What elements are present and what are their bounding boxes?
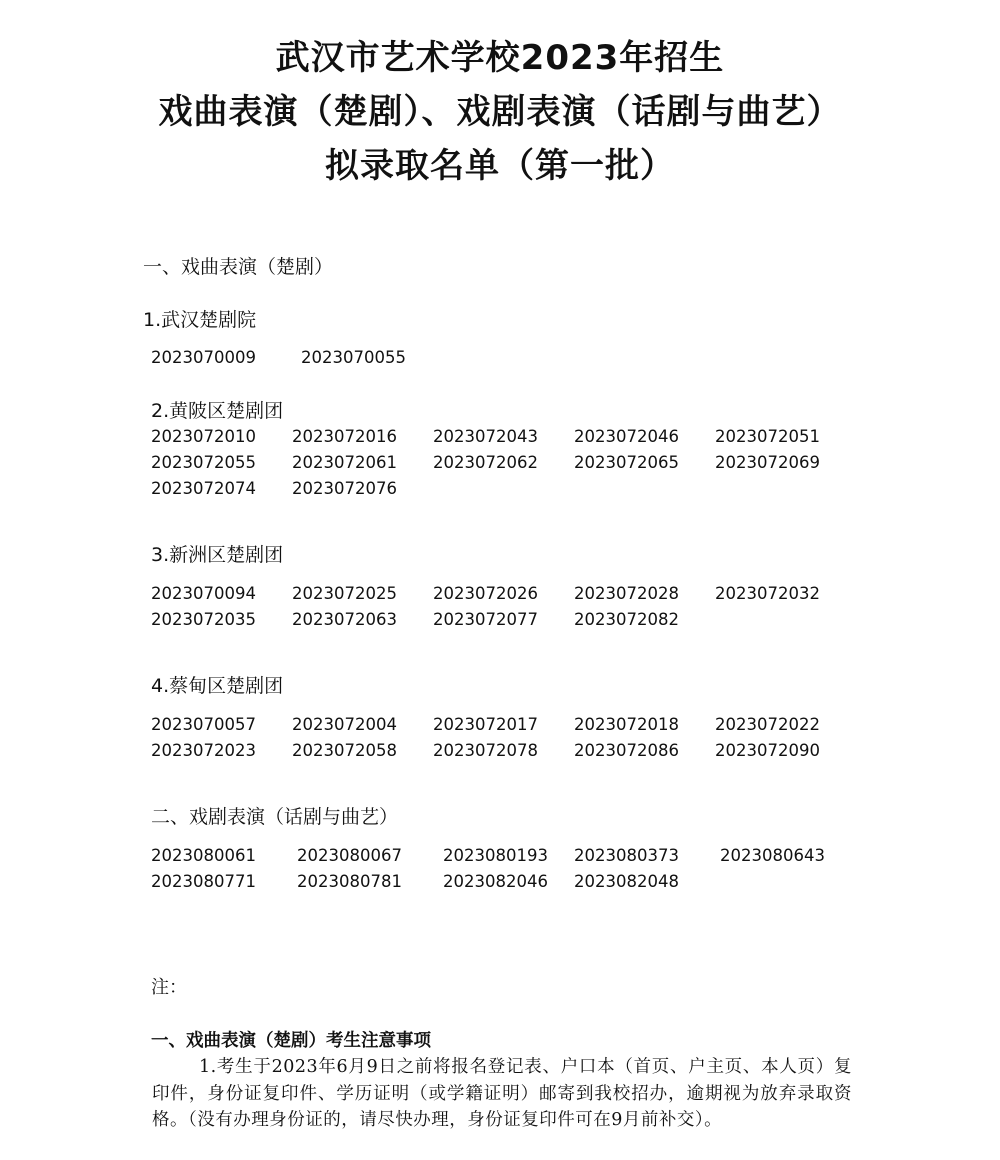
- admission-id: 2023072077: [433, 610, 538, 629]
- admission-id: 2023072062: [433, 453, 538, 472]
- admission-id: 2023072051: [715, 427, 820, 446]
- admission-id: 2023080771: [151, 872, 256, 891]
- admission-id: 2023080643: [720, 846, 825, 865]
- notes-paragraph: 1.考生于2023年6月9日之前将报名登记表、户口本（首页、户主页、本人页）复印件，身份证复印件、学历证明（或学籍证明）邮寄到我校招办，逾期视为放弃录取资格。（没有办理身份证的，请尽快办理，身份证复印件可在9月前补交）。: [152, 1057, 852, 1130]
- admission-id: 2023080067: [297, 846, 402, 865]
- admission-id: 2023082048: [574, 872, 679, 891]
- admission-id: 2023072023: [151, 741, 256, 760]
- admission-id: 2023072010: [151, 427, 256, 446]
- admission-id: 2023072069: [715, 453, 820, 472]
- admission-id: 2023080373: [574, 846, 679, 865]
- admission-id: 2023080061: [151, 846, 256, 865]
- admission-id: 2023072055: [151, 453, 256, 472]
- notes-label: 注：: [151, 977, 187, 998]
- admission-id: 2023070094: [151, 584, 256, 603]
- admission-id: 2023072016: [292, 427, 397, 446]
- admission-id: 2023072061: [292, 453, 397, 472]
- section-1-heading: 一、戏曲表演（楚剧）: [143, 256, 334, 278]
- admission-id: 2023072074: [151, 479, 256, 498]
- admission-id: 2023072086: [574, 741, 679, 760]
- title-line-2: 戏曲表演（楚剧）、戏剧表演（话剧与曲艺）: [158, 92, 842, 132]
- group-3-heading: 3.新洲区楚剧团: [151, 544, 284, 566]
- admission-id: 2023080193: [443, 846, 548, 865]
- admission-id: 2023072046: [574, 427, 679, 446]
- admission-id: 2023070057: [151, 715, 256, 734]
- admission-id: 2023072035: [151, 610, 256, 629]
- group-4-heading: 4.蔡甸区楚剧团: [151, 675, 284, 697]
- admission-id: 2023072065: [574, 453, 679, 472]
- admission-id: 2023072018: [574, 715, 679, 734]
- admission-id: 2023072025: [292, 584, 397, 603]
- admission-id: 2023072043: [433, 427, 538, 446]
- title-line-1: 武汉市艺术学校2023年招生: [275, 38, 725, 78]
- admission-id: 2023072028: [574, 584, 679, 603]
- group-2-heading: 2.黄陂区楚剧团: [151, 400, 284, 422]
- admission-id: 2023072076: [292, 479, 397, 498]
- group-1-heading: 1.武汉楚剧院: [143, 309, 257, 331]
- admission-id: 2023072082: [574, 610, 679, 629]
- notes-heading: 一、戏曲表演（楚剧）考生注意事项: [151, 1031, 431, 1051]
- admission-id: 2023072026: [433, 584, 538, 603]
- admission-id: 2023070055: [301, 348, 406, 367]
- admission-id: 2023082046: [443, 872, 548, 891]
- admission-id: 2023072058: [292, 741, 397, 760]
- admission-id: 2023072004: [292, 715, 397, 734]
- admission-id: 2023080781: [297, 872, 402, 891]
- admission-id: 2023072022: [715, 715, 820, 734]
- section-2-heading: 二、戏剧表演（话剧与曲艺）: [151, 806, 399, 828]
- admission-id: 2023072032: [715, 584, 820, 603]
- admission-id: 2023072017: [433, 715, 538, 734]
- admission-id: 2023072078: [433, 741, 538, 760]
- title-line-3: 拟录取名单（第一批）: [325, 146, 675, 186]
- admission-id: 2023070009: [151, 348, 256, 367]
- admission-id: 2023072090: [715, 741, 820, 760]
- admission-id: 2023072063: [292, 610, 397, 629]
